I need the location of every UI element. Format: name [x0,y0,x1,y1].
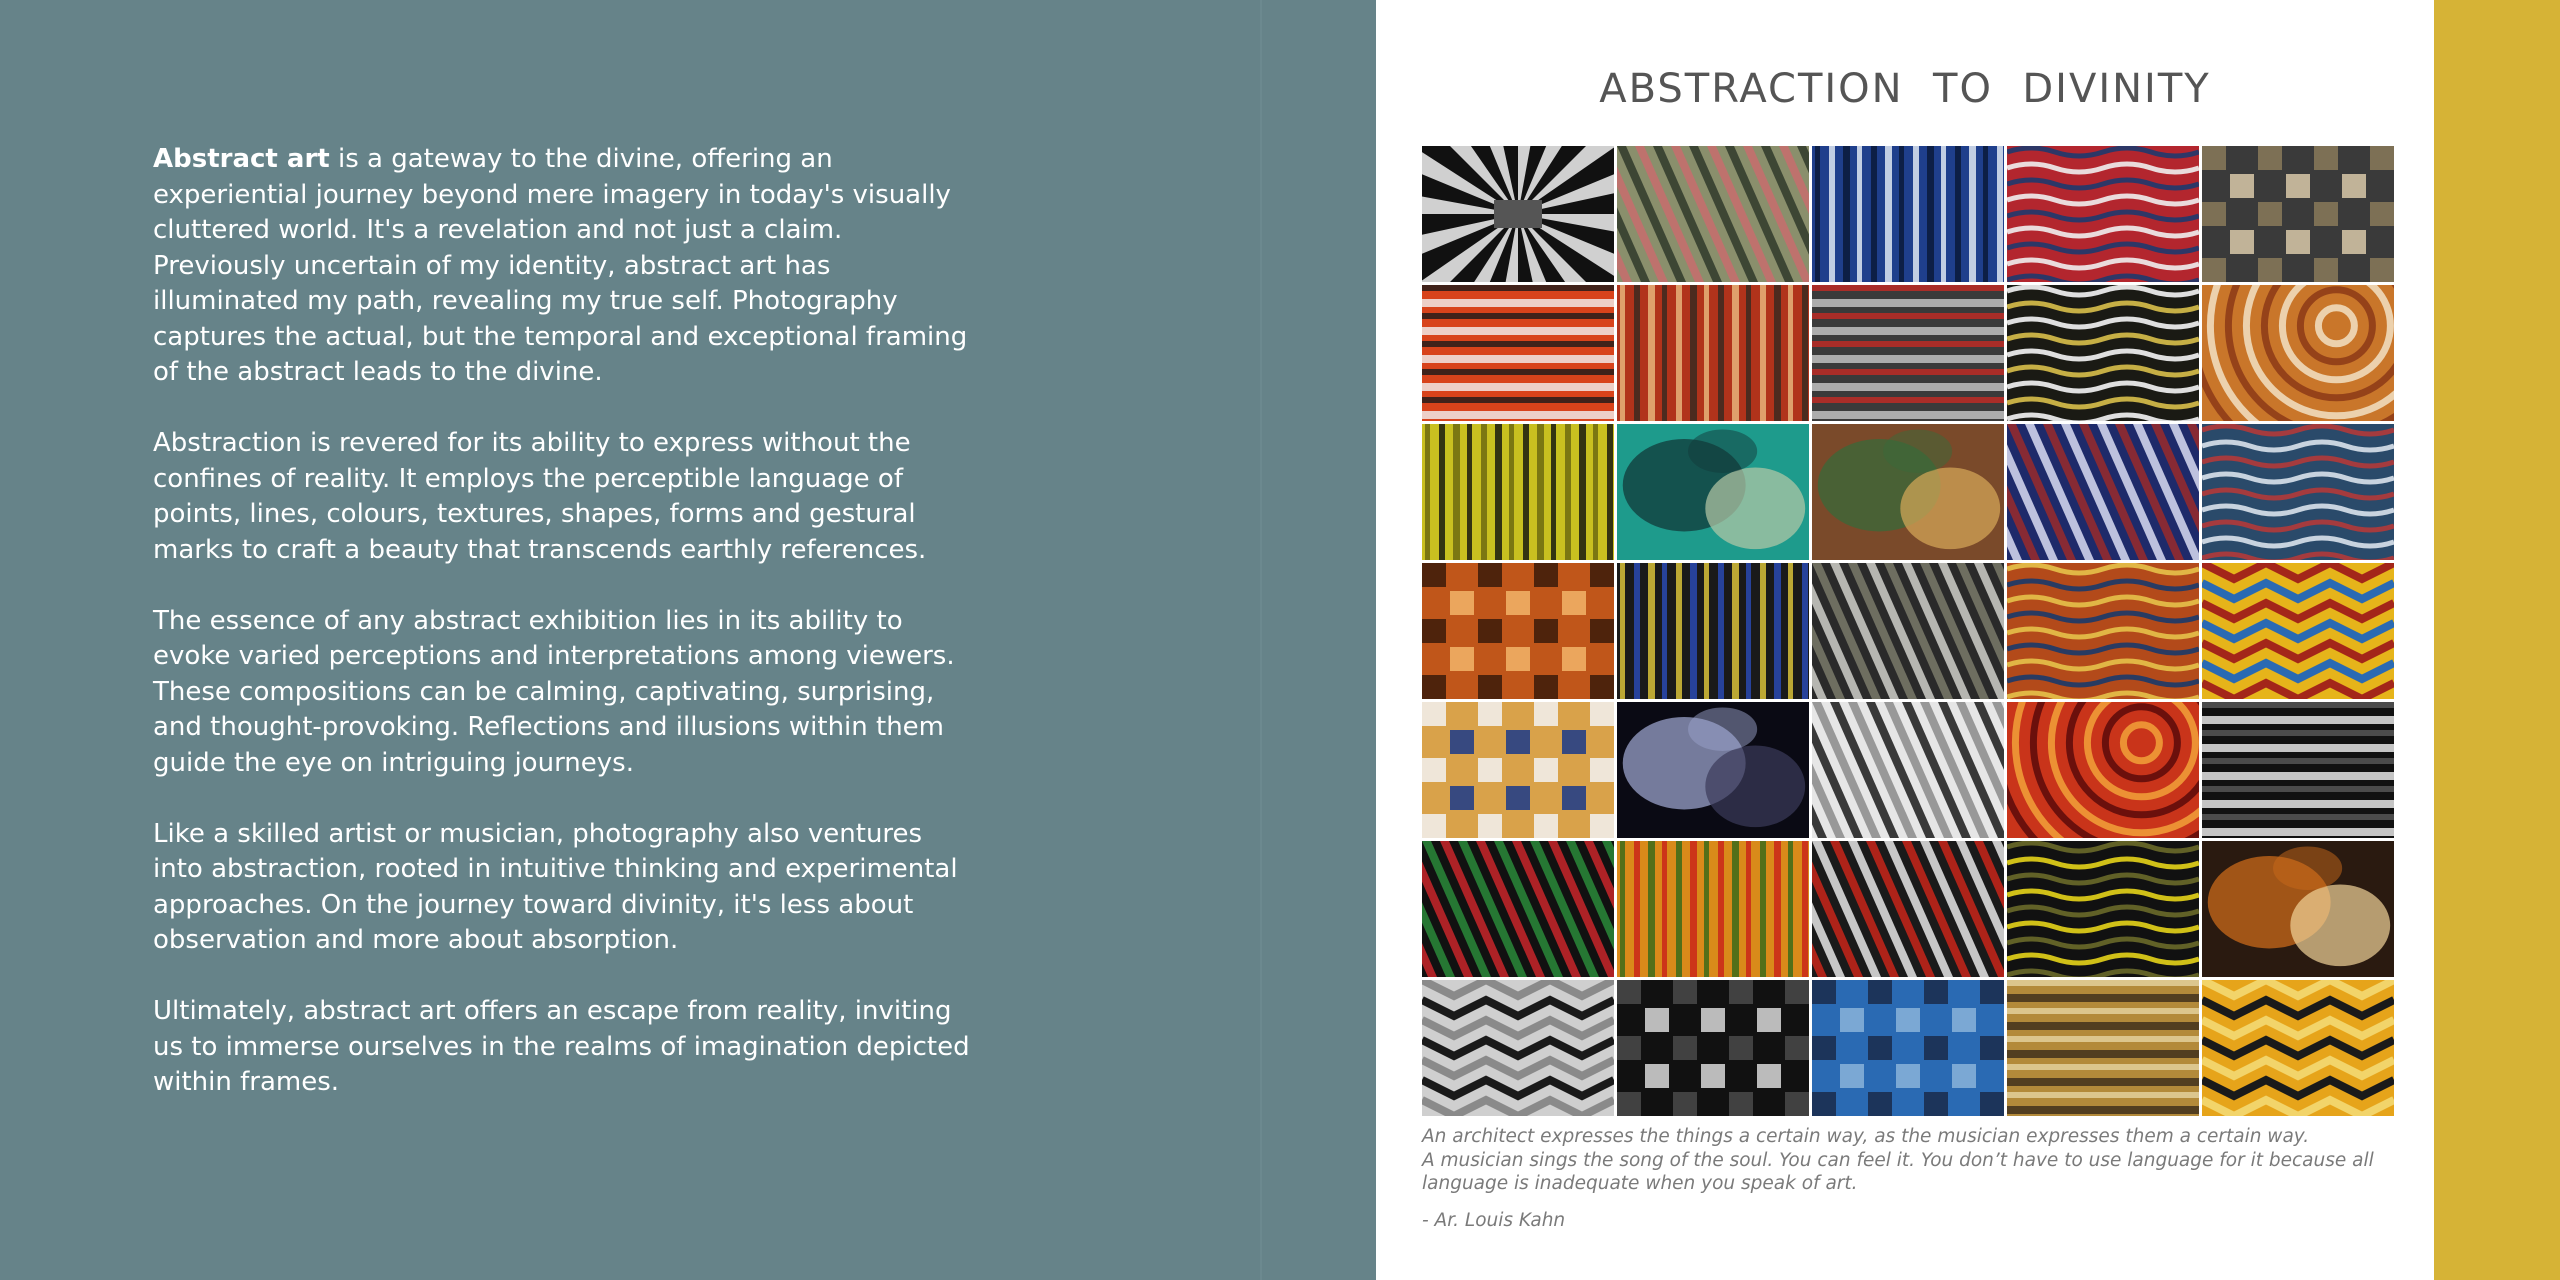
dark-net-light-photo [1617,702,1809,838]
red-curtain-photo [1617,285,1809,421]
quote-block [1422,1125,2422,1196]
orange-arches-photo [2202,285,2394,421]
city-houses-photo [1422,702,1614,838]
black-white-tunnel-photo [1422,146,1614,282]
essay-paragraph-1 [153,142,973,391]
yellow-reflection-photo [1422,424,1614,560]
orange-figures-photo [1422,285,1614,421]
quote-author: - Ar. Louis Kahn [1422,1210,1566,1231]
colorful-reflection-photo [2007,563,2199,699]
stairs-red-bench-photo [1812,285,2004,421]
black-silhouette-reflection-photo [2202,702,2394,838]
essay-text [153,142,973,1136]
zigzag-pattern-photo [2202,563,2394,699]
grey-lattice-photo [2202,146,2394,282]
grey-leaf-shadow-photo [1812,563,2004,699]
orange-corridor-photo [1422,563,1614,699]
photo-grid [1422,146,2392,1116]
rusty-wall-photo [1812,424,2004,560]
dark-orange-reflection-photo [2202,841,2394,977]
yellow-black-reflection-photo [2007,841,2199,977]
blue-water-reflection-photo [1812,146,2004,282]
quote-line-1: An architect expresses the things a certain way, as the musician expresses them a certain way. [1422,1126,2310,1147]
teal-abstract-photo [1617,424,1809,560]
white-fins-photo [1812,702,2004,838]
blue-water-figures-photo [2202,424,2394,560]
gold-edge-strip [2434,0,2560,1280]
dark-water-reflection-photo [2007,285,2199,421]
blue-yellow-reflection-photo [1617,563,1809,699]
blue-window-reflection-photo [2007,424,2199,560]
page-fold [1260,0,1262,1280]
essay-paragraph-1-body: is a gateway to the divine, offering an experiential journey beyond mere imagery in today's visually cluttered world. It's a revelation and not just a claim. Previously uncertain of my identity, abstract art has illuminated my path, revealing my true self. Photography captures the actual, but the temporal and exceptional framing of the abstract leads to the divine. [153,144,968,387]
essay-paragraph-2: Abstraction is revered for its ability to express without the confines of reality. It employs the perceptible language of points, lines, colours, textures, shapes, forms and gestural marks to craft a beauty that transcends earthly references. [153,428,927,565]
black-windows-photo [1617,980,1809,1116]
red-blue-lines-photo [1812,841,2004,977]
essay-paragraph-5: Ultimately, abstract art offers an escape from reality, inviting us to immerse ourselves in the realms of imagination depicted within frames. [153,996,970,1097]
stained-glass-photo [1422,841,1614,977]
yellow-steps-photo [2202,980,2394,1116]
white-triangles-photo [1422,980,1614,1116]
quote-line-2: A musician sings the song of the soul. You can feel it. You don’t have to use language for it because all language is inadequate when you speak of art. [1422,1149,2374,1194]
golden-bridge-photo [2007,980,2199,1116]
striped-canopy-photo [1617,146,1809,282]
red-water-reflection-photo [2007,146,2199,282]
blue-building-photo [1812,980,2004,1116]
fire-red-photo [2007,702,2199,838]
page-title: ABSTRACTION TO DIVINITY [1599,66,2211,112]
essay-paragraph-3: The essence of any abstract exhibition lies in its ability to evoke varied perceptions and interpretations among viewers. These compositions can be calming, captivating, surprising, and thought-provoking. Reflections and illusions within them guide the eye on intriguing journeys. [153,605,955,778]
essay-paragraph-4: Like a skilled artist or musician, photography also ventures into abstraction, rooted in intuitive thinking and experimental approaches. On the journey toward divinity, it's less about observation and more about absorption. [153,818,958,955]
orange-petals-photo [1617,841,1809,977]
essay-lead-phrase: Abstract art [153,144,330,174]
